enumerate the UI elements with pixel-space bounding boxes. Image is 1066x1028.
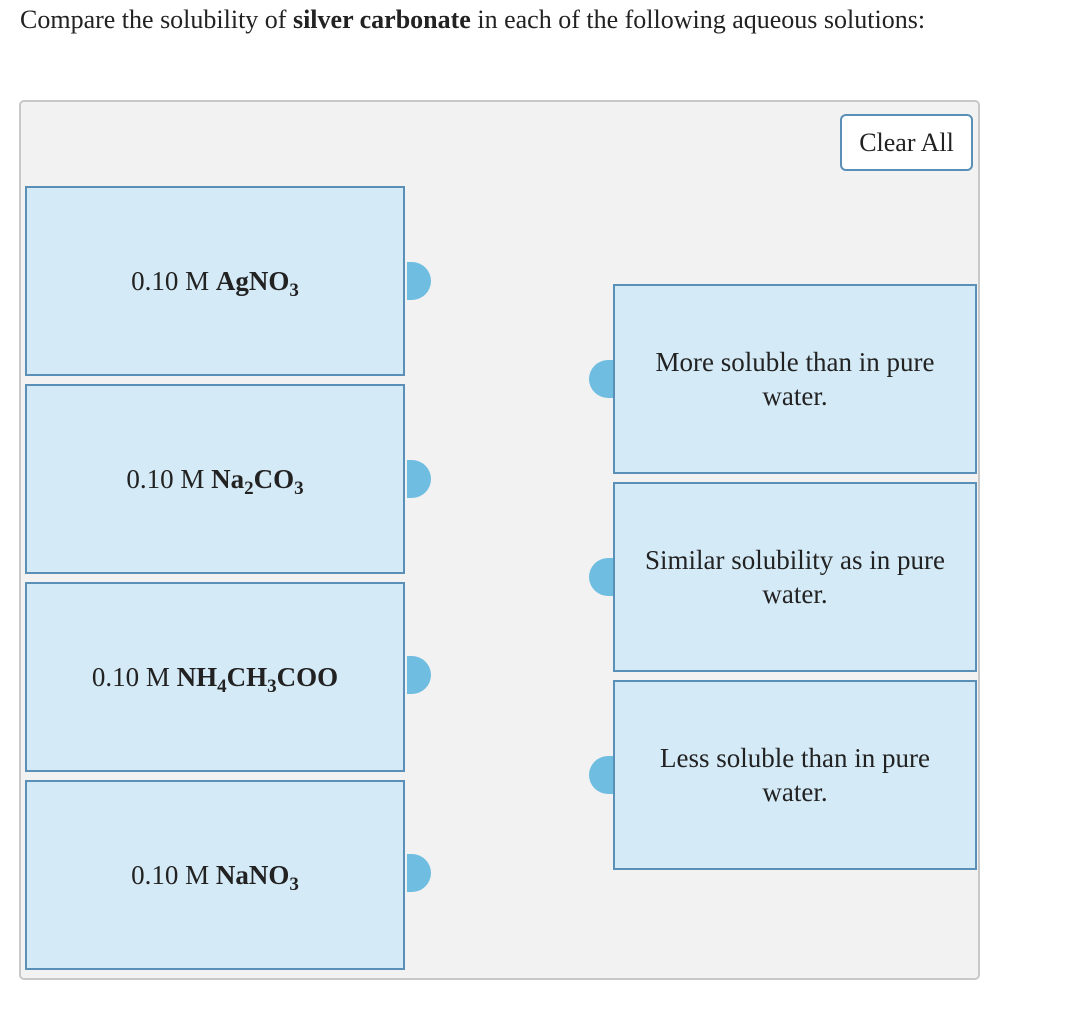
- target-label: More soluble than in pure water.: [655, 347, 935, 411]
- clear-all-button[interactable]: Clear All: [840, 114, 973, 171]
- solution-item-nh4ch3coo[interactable]: [25, 582, 405, 772]
- item-formula: NaNO$_3$: [215, 860, 299, 895]
- solution-item-nano3[interactable]: [25, 780, 405, 970]
- question-suffix: in each of the following aqueous solutions:: [470, 5, 926, 34]
- item-concentration: 0.10 M: [126, 464, 205, 494]
- target-less-soluble[interactable]: [613, 680, 977, 870]
- question-compound: silver carbonate: [292, 5, 471, 34]
- target-more-soluble[interactable]: [613, 284, 977, 474]
- item-concentration: 0.10 M: [91, 662, 170, 692]
- item-formula: AgNO$_3$: [215, 266, 299, 301]
- target-label: Similar solubility as in pure water.: [645, 545, 945, 609]
- solution-item-na2co3[interactable]: [25, 384, 405, 574]
- question-prefix: Compare the solubility of: [20, 5, 293, 34]
- question-text: [20, 2, 925, 38]
- target-similar-solubility[interactable]: [613, 482, 977, 672]
- item-concentration: 0.10 M: [131, 266, 210, 296]
- target-label: Less soluble than in pure water.: [660, 743, 930, 807]
- item-formula: $NH_4CH_3COO$: [176, 662, 339, 697]
- item-concentration: 0.10 M: [131, 860, 210, 890]
- item-formula: $Na_2CO_3$: [211, 464, 304, 499]
- solution-item-agno3[interactable]: [25, 186, 405, 376]
